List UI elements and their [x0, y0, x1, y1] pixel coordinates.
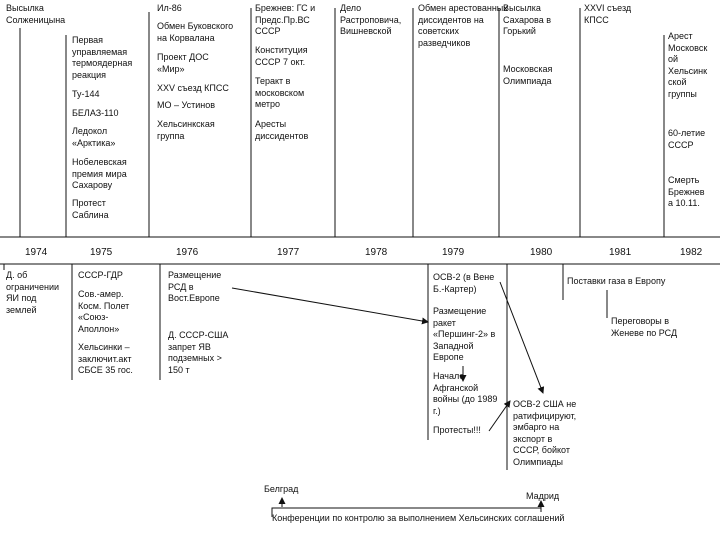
- text-line: Предс.Пр.ВС: [255, 14, 310, 25]
- text-line: Переговоры в: [611, 316, 670, 326]
- text-line: ской: [668, 77, 687, 87]
- year-label: 1976: [176, 247, 199, 258]
- year-label: 1974: [25, 247, 48, 258]
- text-line: Западной: [433, 340, 474, 351]
- event-olympics: [503, 64, 552, 87]
- text-line: XXV съезд КПСС: [157, 83, 229, 93]
- event-soyuz-apollo: [78, 289, 129, 335]
- label-madrid: Мадрид: [526, 491, 560, 501]
- text-line: XXVI съезд: [584, 3, 632, 13]
- event-brezhnev-death: [668, 175, 705, 210]
- text-line: советских: [418, 26, 459, 36]
- text-line: Сов.-амер.: [78, 289, 124, 299]
- text-line: запрет ЯВ: [168, 341, 211, 352]
- text-line: Первая: [72, 35, 104, 45]
- text-line: землей: [6, 304, 37, 315]
- text-line: СССР: [668, 139, 694, 150]
- text-line: Сахарова в: [503, 14, 551, 25]
- text-line: Ту-144: [72, 89, 100, 99]
- text-line: СССР, бойкот: [513, 445, 570, 455]
- text-line: группы: [668, 88, 697, 99]
- text-line: «Союз-: [78, 312, 109, 322]
- event-ussr-gdr: [78, 270, 123, 282]
- event-tu144: [72, 89, 100, 101]
- text-line: Афганской: [433, 382, 479, 393]
- event-il86: [157, 3, 182, 15]
- text-line: Размещение: [433, 306, 487, 316]
- text-line: Протест: [72, 198, 106, 208]
- event-salt2-vienna: [433, 272, 494, 295]
- event-protests: [433, 425, 481, 437]
- event-60-years: [668, 128, 705, 151]
- event-arrests: [255, 119, 308, 142]
- text-line: Хельсинки –: [78, 342, 130, 352]
- text-line: ОСВ-2 (в Вене: [433, 272, 495, 282]
- text-line: метро: [255, 99, 281, 109]
- arrow-rsd-to-pershing: [232, 288, 428, 322]
- text-line: Арест: [668, 31, 693, 41]
- text-line: Д. СССР-США: [168, 330, 229, 340]
- text-line: Горький: [503, 26, 536, 36]
- event-metro-attack: [255, 76, 304, 111]
- text-line: Д. об: [6, 270, 28, 280]
- text-line: ЯИ под: [6, 293, 37, 303]
- text-line: ограничении: [6, 281, 60, 292]
- text-line: Размещение: [168, 270, 222, 280]
- text-line: Проект ДОС: [157, 52, 209, 62]
- text-line: Хельсинк: [668, 65, 708, 76]
- text-line: Аполлон»: [78, 323, 120, 334]
- text-line: Женеве по РСД: [611, 327, 678, 338]
- event-bukovsky: [157, 21, 233, 44]
- year-label: 1979: [442, 247, 465, 258]
- event-nobel: [72, 157, 127, 192]
- text-line: г.): [433, 405, 441, 416]
- event-helsinki-act: [78, 342, 133, 377]
- text-line: Смерть: [668, 175, 700, 185]
- text-line: Олимпиада: [503, 75, 552, 86]
- text-line: реакция: [72, 69, 107, 80]
- text-line: диссидентов на: [418, 14, 484, 25]
- text-line: ОСВ-2 США не: [513, 399, 577, 409]
- text-line: Московская: [503, 64, 553, 74]
- text-line: БЕЛАЗ-110: [72, 108, 119, 118]
- text-line: на Корвалана: [157, 32, 215, 43]
- event-belaz: [72, 108, 119, 120]
- text-line: Московск: [668, 42, 708, 53]
- text-line: Дело: [340, 3, 362, 13]
- text-line: ой: [668, 54, 679, 64]
- text-line: Вост.Европе: [168, 293, 220, 303]
- text-line: войны (до 1989: [433, 394, 498, 404]
- text-line: Протесты!!!: [433, 425, 481, 435]
- text-line: КПСС: [584, 14, 609, 25]
- text-line: СССР: [255, 26, 281, 36]
- event-gas-supply: [567, 276, 665, 288]
- text-line: термоядерная: [72, 58, 133, 68]
- event-fusion: [72, 35, 132, 81]
- event-sakharov-exile: [503, 3, 551, 38]
- text-line: Начало: [433, 371, 465, 381]
- text-line: управляемая: [72, 46, 128, 57]
- text-line: экспорт в: [513, 433, 553, 444]
- text-line: ратифицируют,: [513, 410, 577, 421]
- year-label: 1980: [530, 247, 553, 258]
- text-line: Высылка: [6, 3, 44, 13]
- event-ustinov: [157, 100, 215, 112]
- label-belgrad: Белград: [264, 484, 299, 494]
- event-underground-test-treaty: [6, 270, 59, 316]
- event-constitution: [255, 45, 308, 68]
- text-line: Растроповича,: [340, 14, 402, 25]
- text-line: Европе: [433, 352, 464, 362]
- text-line: а 10.11.: [668, 198, 700, 208]
- event-xxv-congress: [157, 83, 229, 95]
- text-line: Солженицына: [6, 14, 66, 25]
- year-label: 1977: [277, 247, 300, 258]
- text-line: московском: [255, 87, 305, 98]
- text-line: Высылка: [503, 3, 541, 13]
- text-line: СССР 7 окт.: [255, 56, 306, 67]
- event-solzhenitsyn: [6, 3, 65, 26]
- event-exchange: [418, 3, 508, 49]
- event-brezhnev: [255, 3, 315, 38]
- text-line: 60-летие: [668, 128, 706, 138]
- label-conferences: Конференции по контролю за выполнением Хельсинских соглашений: [272, 513, 565, 523]
- event-afghan-war: [433, 371, 497, 417]
- text-line: «Арктика»: [72, 137, 116, 148]
- text-line: подземных >: [168, 353, 222, 363]
- text-line: диссидентов: [255, 130, 309, 141]
- arrow-osv2-to-usa: [500, 282, 543, 393]
- event-xxvi-congress: [584, 3, 631, 26]
- text-line: Косм. Полет: [78, 300, 130, 311]
- text-line: МО – Устинов: [157, 100, 216, 110]
- text-line: Ил-86: [157, 3, 182, 13]
- text-line: группа: [157, 130, 185, 141]
- text-line: Саблина: [72, 209, 109, 220]
- event-mir: [157, 52, 209, 75]
- event-rostropovich: [340, 3, 401, 38]
- text-line: Брежнев: ГС и: [255, 3, 316, 13]
- text-line: Сахарову: [72, 180, 113, 190]
- text-line: «Першинг-2» в: [433, 329, 496, 339]
- year-label: 1978: [365, 247, 388, 258]
- text-line: заключит.акт: [78, 353, 132, 364]
- text-line: эмбарго на: [513, 422, 560, 432]
- text-line: Теракт в: [255, 76, 291, 86]
- text-line: разведчиков: [418, 37, 471, 48]
- text-line: Хельсинкская: [157, 119, 215, 129]
- text-line: Вишневской: [340, 26, 392, 36]
- year-label: 1975: [90, 247, 113, 258]
- text-line: Ледокол: [72, 126, 108, 136]
- text-line: Конституция: [255, 45, 308, 55]
- text-line: СССР-ГДР: [78, 270, 123, 280]
- event-pershing: [433, 306, 495, 364]
- event-sablin: [72, 198, 109, 221]
- year-label: 1982: [680, 247, 703, 258]
- text-line: Олимпиады: [513, 456, 563, 467]
- text-line: «Мир»: [157, 63, 185, 74]
- event-rsd-east: [168, 270, 221, 305]
- event-nuclear-ban: [168, 330, 228, 376]
- text-line: Обмен арестованных: [418, 3, 508, 13]
- text-line: премия мира: [72, 168, 127, 179]
- event-salt2-usa: [513, 399, 576, 468]
- text-line: Б.-Картер): [433, 283, 477, 294]
- text-line: Аресты: [255, 119, 287, 129]
- year-label: 1981: [609, 247, 632, 258]
- text-line: СБСЕ 35 гос.: [78, 365, 133, 375]
- event-geneva-talks: [611, 316, 677, 339]
- event-arktika: [72, 126, 115, 149]
- text-line: Нобелевская: [72, 157, 127, 167]
- text-line: Брежнев: [668, 186, 705, 197]
- event-group-arrest: [668, 31, 707, 100]
- text-line: РСД в: [168, 281, 194, 292]
- text-line: ракет: [433, 317, 456, 328]
- text-line: Поставки газа в Европу: [567, 276, 666, 286]
- text-line: 150 т: [168, 364, 190, 375]
- event-helsinki-group: [157, 119, 215, 142]
- text-line: Обмен Буковского: [157, 21, 234, 31]
